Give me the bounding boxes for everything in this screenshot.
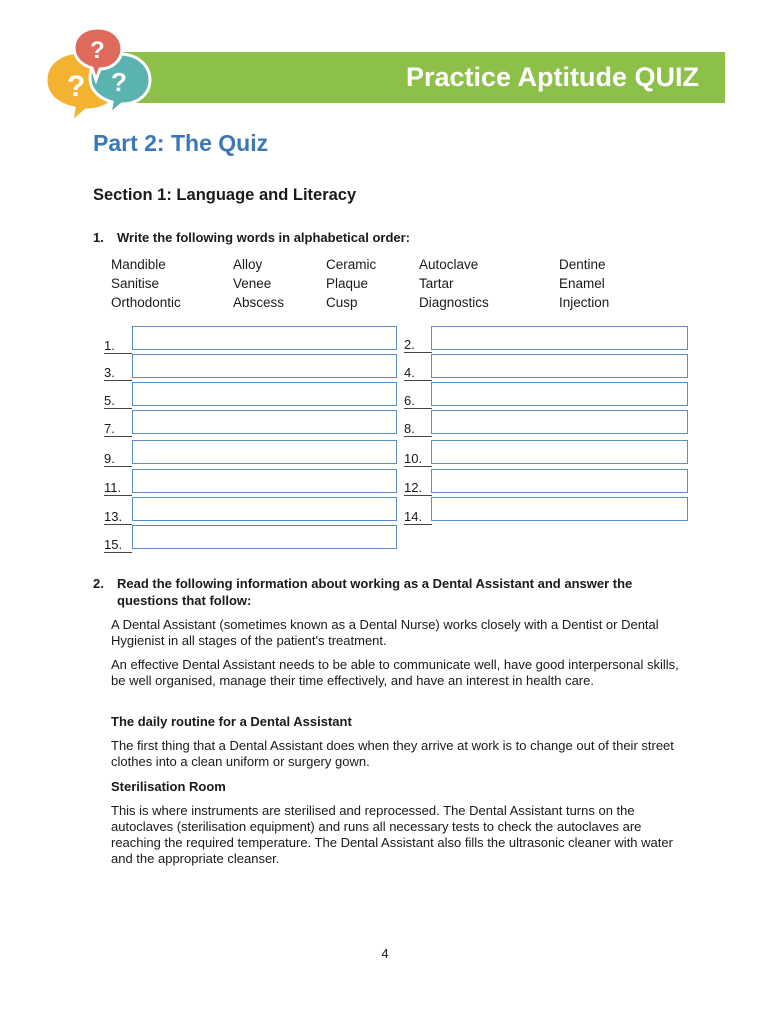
page-number: 4 bbox=[381, 946, 389, 961]
answer-label-6: 6. bbox=[404, 393, 432, 409]
logo-question-mark-2: ? bbox=[111, 67, 127, 97]
answer-label-4: 4. bbox=[404, 365, 432, 381]
answer-box-2[interactable] bbox=[431, 326, 688, 350]
answer-label-8: 8. bbox=[404, 421, 432, 437]
logo-question-mark-3: ? bbox=[90, 37, 105, 64]
question-1-prompt: Write the following words in alphabetical order: bbox=[117, 230, 411, 245]
answer-box-6[interactable] bbox=[431, 382, 688, 406]
answer-label-11: 11. bbox=[104, 480, 132, 496]
section-title: Section 1: Language and Literacy bbox=[93, 186, 357, 204]
word-item: Sanitise bbox=[111, 276, 160, 291]
answer-box-1[interactable] bbox=[132, 326, 397, 350]
word-item: Venee bbox=[233, 276, 272, 291]
word-item: Diagnostics bbox=[419, 295, 489, 310]
word-item: Autoclave bbox=[419, 257, 479, 272]
paragraph-skills: An effective Dental Assistant needs to be able to communicate well, have good interpersonal skills, be well organised, manage their time effectively, and have an interest in health care. bbox=[111, 657, 679, 688]
answer-label-14: 14. bbox=[404, 509, 432, 525]
answer-box-3[interactable] bbox=[132, 354, 397, 378]
question-bubbles-logo bbox=[40, 22, 155, 127]
logo-question-mark-1: ? bbox=[67, 70, 86, 103]
word-item: Alloy bbox=[233, 257, 263, 272]
answer-box-12[interactable] bbox=[431, 469, 688, 493]
word-item: Ceramic bbox=[326, 257, 377, 272]
answer-box-5[interactable] bbox=[132, 382, 397, 406]
answer-label-1: 1. bbox=[104, 338, 132, 354]
answer-box-15[interactable] bbox=[132, 525, 397, 549]
question-2-number: 2. bbox=[93, 576, 104, 591]
answer-label-13: 13. bbox=[104, 509, 132, 525]
heading-daily-routine: The daily routine for a Dental Assistant bbox=[111, 714, 352, 729]
paragraph-sterilisation: This is where instruments are sterilised and reprocessed. The Dental Assistant turns on the autoclaves (sterilisation equipment) and runs all necessary tests to check the autoclaves are reaching the required temperature. The Dental Assistant also fills the ultrasonic cleaner with water and the appropriate cleanser. bbox=[111, 803, 673, 866]
part-title: Part 2: The Quiz bbox=[93, 130, 269, 156]
answer-label-10: 10. bbox=[404, 451, 432, 467]
word-item: Tartar bbox=[419, 276, 454, 291]
answer-label-3: 3. bbox=[104, 365, 132, 381]
word-item: Mandible bbox=[111, 257, 166, 272]
answer-box-14[interactable] bbox=[431, 497, 688, 521]
answer-box-7[interactable] bbox=[132, 410, 397, 434]
header-banner bbox=[97, 52, 725, 103]
answer-label-2: 2. bbox=[404, 337, 432, 353]
heading-sterilisation-room: Sterilisation Room bbox=[111, 779, 226, 794]
word-item: Orthodontic bbox=[111, 295, 181, 310]
answer-box-10[interactable] bbox=[431, 440, 688, 464]
page-header-title: Practice Aptitude QUIZ bbox=[405, 62, 699, 92]
answer-box-9[interactable] bbox=[132, 440, 397, 464]
answer-box-8[interactable] bbox=[431, 410, 688, 434]
answer-box-13[interactable] bbox=[132, 497, 397, 521]
answer-label-9: 9. bbox=[104, 451, 132, 467]
paragraph-intro: A Dental Assistant (sometimes known as a Dental Nurse) works closely with a Dentist or Dental Hygienist in all stages of the patient's treatment. bbox=[111, 617, 659, 648]
word-item: Abscess bbox=[233, 295, 285, 310]
paragraph-routine: The first thing that a Dental Assistant does when they arrive at work is to change out of their street clothes into a clean uniform or surgery gown. bbox=[111, 738, 674, 769]
answer-label-12: 12. bbox=[404, 480, 432, 496]
word-item: Plaque bbox=[326, 276, 369, 291]
answer-label-5: 5. bbox=[104, 393, 132, 409]
word-item: Enamel bbox=[559, 276, 605, 291]
answer-label-7: 7. bbox=[104, 421, 132, 437]
answer-label-15: 15. bbox=[104, 537, 132, 553]
word-item: Cusp bbox=[326, 295, 358, 310]
question-1-number: 1. bbox=[93, 230, 104, 245]
word-item: Dentine bbox=[559, 257, 606, 272]
word-item: Injection bbox=[559, 295, 610, 310]
question-2-prompt: Read the following information about working as a Dental Assistant and answer the questions that follow: bbox=[117, 576, 633, 608]
answer-box-4[interactable] bbox=[431, 354, 688, 378]
question-1-heading bbox=[93, 229, 713, 246]
answer-box-11[interactable] bbox=[132, 469, 397, 493]
question-2-heading bbox=[93, 575, 693, 609]
